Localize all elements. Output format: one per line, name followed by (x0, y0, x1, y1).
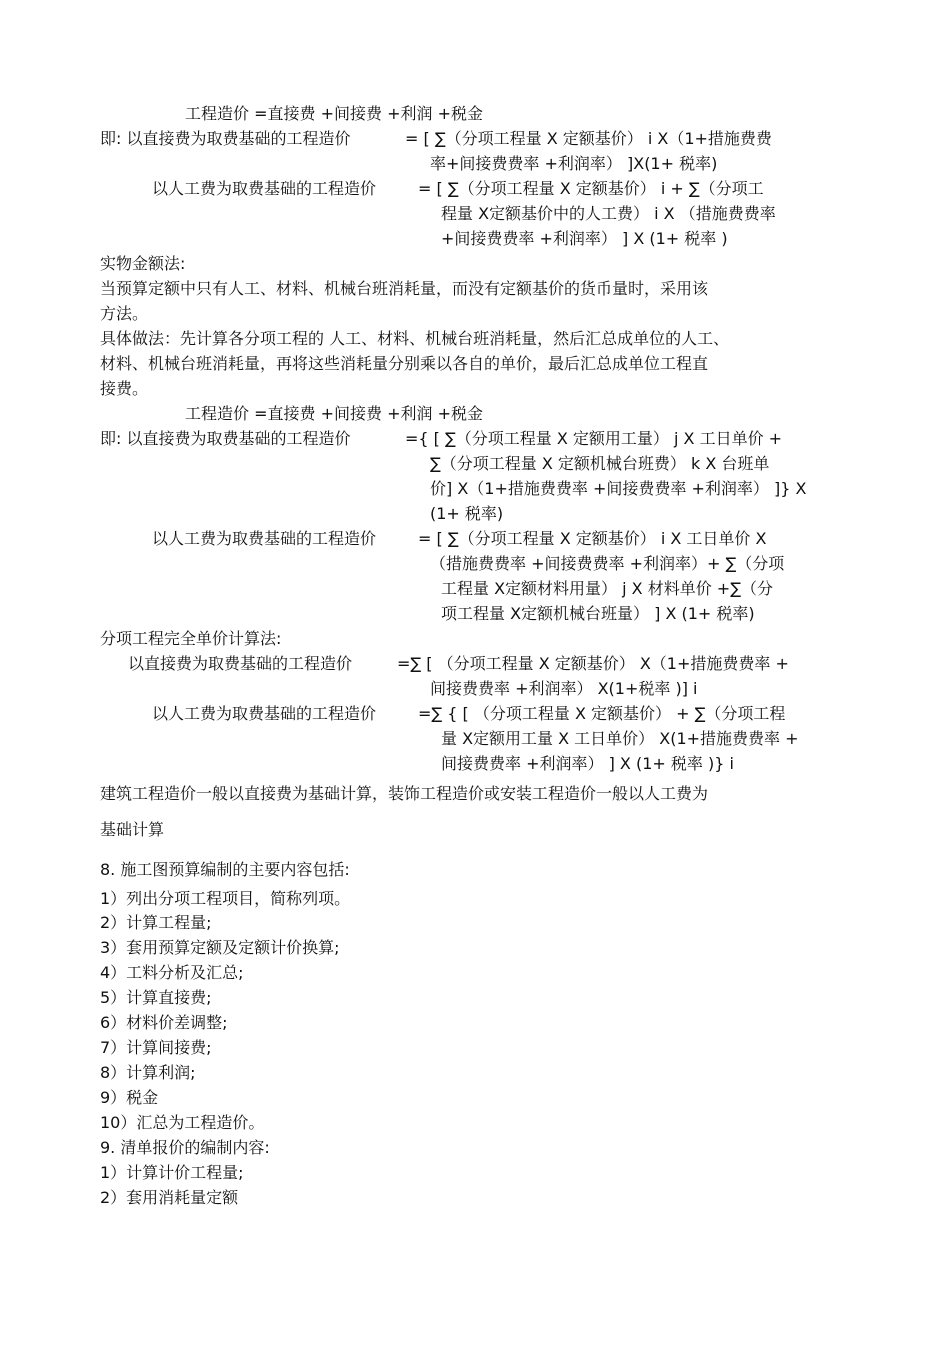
list-item: 5）计算直接费; (100, 988, 212, 1007)
formula-line: =∑ { [ （分项工程量 X 定额基价） + ∑（分项工程 (418, 704, 786, 723)
paragraph-line: 材料、机械台班消耗量，再将这些消耗量分别乘以各自的单价，最后汇总成单位工程直 (100, 354, 709, 373)
section-heading: 8. 施工图预算编制的主要内容包括: (100, 860, 350, 879)
formula-line: = [ ∑（分项工程量 X 定额基价） i + ∑（分项工 (418, 179, 764, 198)
formula-label: 即: 以直接费为取费基础的工程造价 (100, 429, 351, 448)
list-item: 6）材料价差调整; (100, 1013, 228, 1032)
formula-line: +间接费费率 +利润率） ] X (1+ 税率 ) (441, 229, 728, 248)
list-item: 2）计算工程量; (100, 913, 212, 932)
section-heading: 实物金额法: (100, 254, 186, 273)
formula-line: 间接费费率 +利润率） ] X (1+ 税率 )} i (441, 754, 734, 773)
list-item: 7）计算间接费; (100, 1038, 212, 1057)
formula-label: 以直接费为取费基础的工程造价 (128, 654, 353, 673)
paragraph-line: 具体做法：先计算各分项工程的 人工、材料、机械台班消耗量，然后汇总成单位的人工、 (100, 329, 730, 348)
paragraph-line: 建筑工程造价一般以直接费为基础计算，装饰工程造价或安装工程造价一般以人工费为 (100, 784, 709, 803)
formula-line: 工程造价 =直接费 +间接费 +利润 +税金 (185, 104, 483, 123)
formula-label: 以人工费为取费基础的工程造价 (152, 179, 377, 198)
list-item: 1）列出分项工程项目，简称列项。 (100, 889, 351, 908)
section-heading: 分项工程完全单价计算法: (100, 629, 282, 648)
formula-line: 程量 X定额基价中的人工费） i X （措施费费率 (441, 204, 776, 223)
formula-line: 量 X定额用工量 X 工日单价） X(1+措施费费率 + (441, 729, 799, 748)
list-item: 2）套用消耗量定额 (100, 1188, 239, 1207)
list-item: 8）计算利润; (100, 1063, 196, 1082)
formula-line: 间接费费率 +利润率） X(1+税率 )] i (430, 679, 698, 698)
list-item: 3）套用预算定额及定额计价换算; (100, 938, 340, 957)
formula-line: 项工程量 X定额机械台班量） ] X (1+ 税率) (441, 604, 755, 623)
formula-line: （措施费费率 +间接费费率 +利润率）+ ∑（分项 (430, 554, 785, 573)
formula-line: = [ ∑（分项工程量 X 定额基价） i X 工日单价 X (418, 529, 767, 548)
formula-line: 率+间接费费率 +利润率） ]X(1+ 税率) (430, 154, 718, 173)
section-heading: 9. 清单报价的编制内容: (100, 1138, 270, 1157)
formula-line: = [ ∑（分项工程量 X 定额基价） i X（1+措施费费 (405, 129, 772, 148)
formula-label: 以人工费为取费基础的工程造价 (152, 529, 377, 548)
formula-line: (1+ 税率) (430, 504, 504, 523)
list-item: 10）汇总为工程造价。 (100, 1113, 265, 1132)
paragraph-line: 方法。 (100, 304, 149, 323)
list-item: 4）工料分析及汇总; (100, 963, 244, 982)
paragraph-line: 当预算定额中只有人工、材料、机械台班消耗量，而没有定额基价的货币量时，采用该 (100, 279, 709, 298)
formula-line: =∑ [ （分项工程量 X 定额基价） X（1+措施费费率 + (397, 654, 789, 673)
paragraph-line: 基础计算 (100, 820, 165, 839)
formula-label: 即: 以直接费为取费基础的工程造价 (100, 129, 351, 148)
formula-line: 价] X（1+措施费费率 +间接费费率 +利润率） ]} X (430, 479, 807, 498)
formula-line: 工程造价 =直接费 +间接费 +利润 +税金 (185, 404, 483, 423)
formula-line: ={ [ ∑（分项工程量 X 定额用工量） j X 工日单价 + (405, 429, 783, 448)
paragraph-line: 接费。 (100, 379, 149, 398)
list-item: 9）税金 (100, 1088, 159, 1107)
formula-label: 以人工费为取费基础的工程造价 (152, 704, 377, 723)
list-item: 1）计算计价工程量; (100, 1163, 244, 1182)
formula-line: 工程量 X定额材料用量） j X 材料单价 +∑（分 (441, 579, 773, 598)
formula-line: ∑（分项工程量 X 定额机械台班费） k X 台班单 (430, 454, 770, 473)
